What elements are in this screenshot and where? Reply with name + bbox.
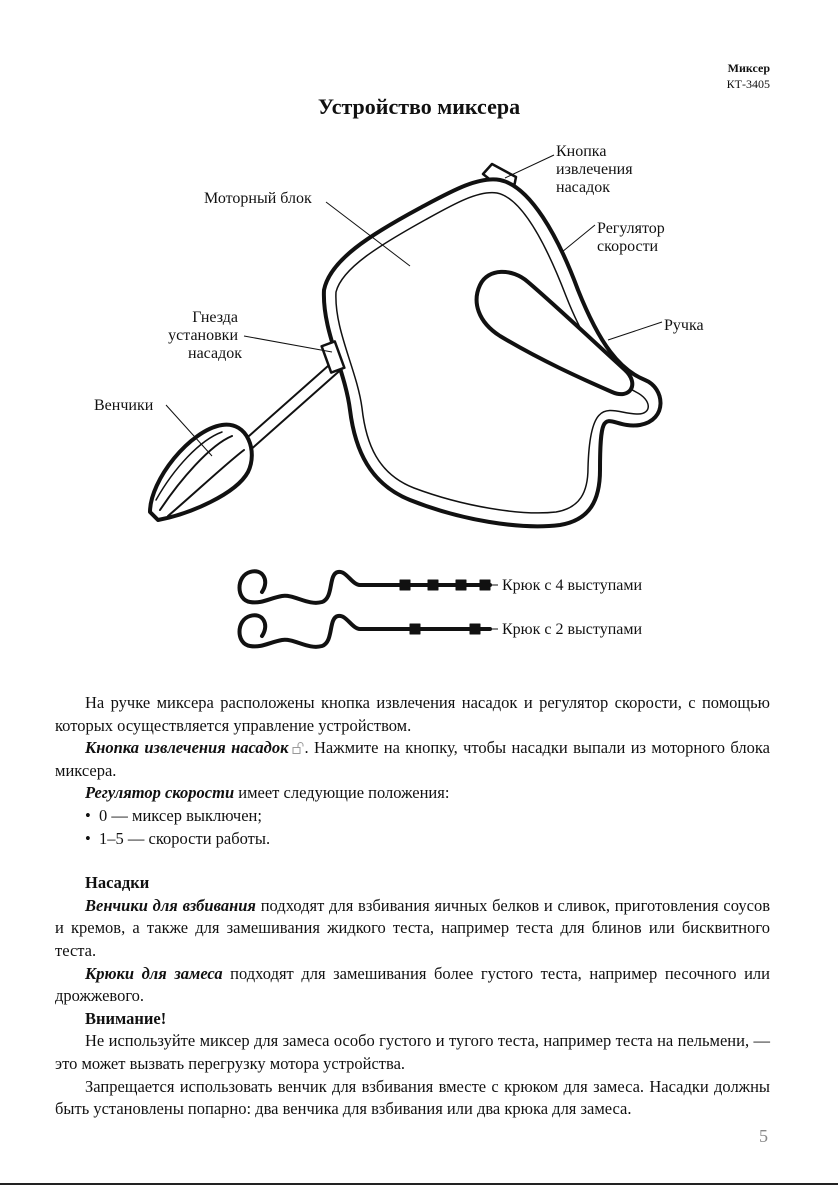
- page-number: 5: [759, 1126, 768, 1146]
- list-item: • 0 — миксер выключен;: [55, 805, 770, 828]
- speed-text: имеет следующие положения:: [234, 783, 450, 803]
- whisk-paragraph: [55, 895, 770, 963]
- hook-term: Крюки для замеса: [85, 963, 223, 983]
- list-item: • 1–5 — скорости работы.: [55, 828, 770, 851]
- whisk-head-shape: [150, 425, 252, 520]
- eject-paragraph: [55, 737, 770, 782]
- label-whisks: Венчики: [94, 397, 154, 414]
- page-title: Устройство миксера: [317, 94, 521, 119]
- speed-paragraph: [55, 782, 770, 805]
- label-hook2: Крюк с 2 выступами: [502, 621, 643, 638]
- hook2-shape: [240, 615, 491, 647]
- speed-list: [55, 805, 770, 850]
- intro-paragraph: На ручке миксера расположены кнопка извлечения насадок и регулятор скорости, с помощью которых осуществляется управление устройством.: [55, 693, 770, 735]
- label-hook4: Крюк с 4 выступами: [502, 577, 643, 594]
- hook4-shape: [240, 571, 491, 603]
- unlock-icon: [292, 742, 304, 754]
- header-model: КТ-3405: [726, 77, 770, 91]
- body-text: [55, 692, 770, 1121]
- warning-paragraph-2: Запрещается использовать венчик для взбивания вместе с крюком для замеса. Насадки должны быть установлены попарно: два венчика для взбивания или два крюка для замеса.: [55, 1076, 770, 1119]
- eject-term: Кнопка извлечения насадок: [85, 738, 289, 758]
- label-handle: Ручка: [664, 317, 704, 334]
- label-sockets: Гнезда установки насадок: [168, 309, 242, 362]
- hook-paragraph: [55, 963, 770, 1008]
- speed-term: Регулятор скорости: [85, 783, 235, 803]
- bottom-rule: [0, 1183, 838, 1185]
- header-title: Миксер: [727, 61, 770, 75]
- label-speed-regulator: Регулятор скорости: [597, 220, 665, 255]
- attachments-heading: Насадки: [85, 873, 150, 893]
- hook-text: подходят для замешивания более густого теста, например песочного или дрожжевого.: [55, 963, 770, 1006]
- warning-heading: Внимание!: [85, 1008, 167, 1028]
- warning-paragraph-1: Не используйте миксер для замеса особо густого и тугого теста, например теста на пельмени, — это может вызвать перегрузку мотора устройства.: [55, 1031, 770, 1073]
- whisk-term: Венчики для взбивания: [85, 895, 256, 915]
- eject-text: . Нажмите на кнопку, чтобы насадки выпали из моторного блока миксера.: [55, 738, 770, 780]
- label-eject-button: Кнопка извлечения насадок: [556, 143, 633, 196]
- whisk-text: подходят для взбивания яичных белков и сливок, приготовления соусов и кремов, а также для замешивания жидкого теста, например теста для блинов или бисквитного теста.: [55, 895, 770, 960]
- label-motor-block: Моторный блок: [204, 190, 312, 207]
- mixer-illustration: [150, 164, 661, 647]
